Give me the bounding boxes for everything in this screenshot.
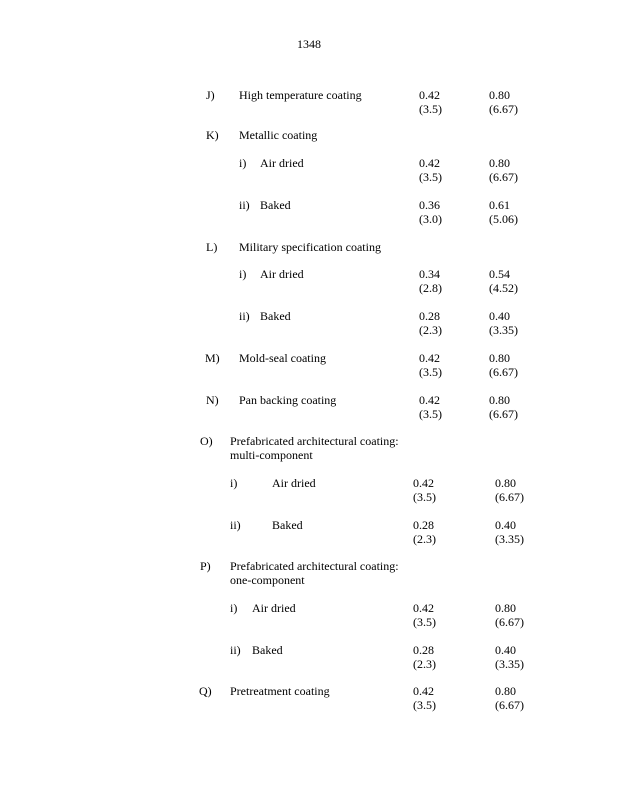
value-cell (413, 643, 436, 671)
value-cell (489, 309, 518, 337)
sub-number: ii) (239, 309, 250, 323)
value-primary: 0.80 (489, 88, 510, 102)
row-letter: N) (206, 393, 219, 407)
value-cell (489, 88, 518, 116)
value-cell (413, 518, 436, 546)
row-label: Baked (272, 518, 303, 532)
row-letter: J) (206, 88, 215, 102)
row-letter: P) (200, 559, 211, 573)
value-cell (489, 393, 518, 421)
value-cell (419, 351, 442, 379)
value-secondary: (2.3) (413, 532, 436, 546)
value-cell (495, 684, 524, 712)
value-secondary: (3.5) (419, 365, 442, 379)
value-secondary: (6.67) (489, 102, 518, 116)
label-line: Prefabricated architectural coating: (230, 434, 399, 448)
value-secondary: (6.67) (495, 490, 524, 504)
value-cell (495, 643, 524, 671)
value-primary: 0.54 (489, 267, 510, 281)
value-secondary: (3.35) (489, 323, 518, 337)
value-secondary: (6.67) (489, 170, 518, 184)
value-primary: 0.28 (413, 518, 434, 532)
value-primary: 0.28 (413, 643, 434, 657)
value-secondary: (3.5) (413, 490, 436, 504)
value-cell (419, 156, 442, 184)
value-cell (495, 476, 524, 504)
row-label: Air dried (252, 601, 296, 615)
value-primary: 0.36 (419, 198, 440, 212)
value-primary: 0.42 (419, 88, 440, 102)
value-cell (419, 198, 442, 226)
value-cell (489, 351, 518, 379)
sub-number: i) (239, 267, 247, 281)
value-cell (495, 601, 524, 629)
sub-number: i) (230, 476, 238, 490)
value-primary: 0.80 (489, 351, 510, 365)
value-secondary: (6.67) (489, 365, 518, 379)
value-primary: 0.80 (495, 601, 516, 615)
value-primary: 0.42 (419, 393, 440, 407)
row-label (230, 559, 399, 587)
row-label: Baked (260, 198, 291, 212)
label-line: one-component (230, 573, 305, 587)
row-label: Air dried (272, 476, 316, 490)
row-label: Military specification coating (239, 240, 381, 254)
row-letter: O) (200, 434, 213, 448)
row-label: High temperature coating (239, 88, 362, 102)
value-cell (413, 684, 436, 712)
sub-number: ii) (230, 518, 241, 532)
row-letter: Q) (199, 684, 212, 698)
value-secondary: (3.5) (413, 698, 436, 712)
value-primary: 0.42 (419, 156, 440, 170)
value-secondary: (2.3) (413, 657, 436, 671)
value-primary: 0.28 (419, 309, 440, 323)
row-label: Pretreatment coating (230, 684, 330, 698)
sub-number: ii) (239, 198, 250, 212)
row-label: Mold-seal coating (239, 351, 326, 365)
value-secondary: (4.52) (489, 281, 518, 295)
row-letter: L) (206, 240, 218, 254)
row-label: Baked (260, 309, 291, 323)
value-primary: 0.80 (489, 393, 510, 407)
row-label: Air dried (260, 156, 304, 170)
value-secondary: (5.06) (489, 212, 518, 226)
value-primary: 0.80 (489, 156, 510, 170)
value-secondary: (3.5) (413, 615, 436, 629)
value-secondary: (6.67) (495, 698, 524, 712)
value-cell (413, 601, 436, 629)
row-label: Pan backing coating (239, 393, 337, 407)
value-cell (489, 156, 518, 184)
value-secondary: (6.67) (495, 615, 524, 629)
value-primary: 0.42 (419, 351, 440, 365)
value-cell (489, 267, 518, 295)
value-cell (419, 88, 442, 116)
page-number: 1348 (297, 37, 321, 51)
value-secondary: (6.67) (489, 407, 518, 421)
value-secondary: (3.5) (419, 407, 442, 421)
value-primary: 0.40 (489, 309, 510, 323)
value-secondary: (3.35) (495, 657, 524, 671)
value-cell (419, 267, 442, 295)
value-secondary: (3.5) (419, 102, 442, 116)
value-primary: 0.40 (495, 518, 516, 532)
row-label (230, 434, 399, 462)
value-secondary: (3.35) (495, 532, 524, 546)
sub-number: i) (230, 601, 238, 615)
sub-number: ii) (230, 643, 241, 657)
row-label: Air dried (260, 267, 304, 281)
row-letter: M) (205, 351, 220, 365)
value-cell (413, 476, 436, 504)
value-secondary: (2.3) (419, 323, 442, 337)
row-label: Baked (252, 643, 283, 657)
row-label: Metallic coating (239, 128, 318, 142)
row-letter: K) (206, 128, 219, 142)
label-line: Prefabricated architectural coating: (230, 559, 399, 573)
sub-number: i) (239, 156, 247, 170)
value-secondary: (3.0) (419, 212, 442, 226)
value-primary: 0.80 (495, 476, 516, 490)
value-secondary: (3.5) (419, 170, 442, 184)
value-primary: 0.42 (413, 476, 434, 490)
value-cell (419, 393, 442, 421)
value-cell (495, 518, 524, 546)
value-primary: 0.80 (495, 684, 516, 698)
value-primary: 0.42 (413, 684, 434, 698)
value-secondary: (2.8) (419, 281, 442, 295)
value-primary: 0.34 (419, 267, 440, 281)
value-primary: 0.40 (495, 643, 516, 657)
value-primary: 0.61 (489, 198, 510, 212)
value-cell (419, 309, 442, 337)
label-line: multi-component (230, 448, 313, 462)
value-cell (489, 198, 518, 226)
value-primary: 0.42 (413, 601, 434, 615)
